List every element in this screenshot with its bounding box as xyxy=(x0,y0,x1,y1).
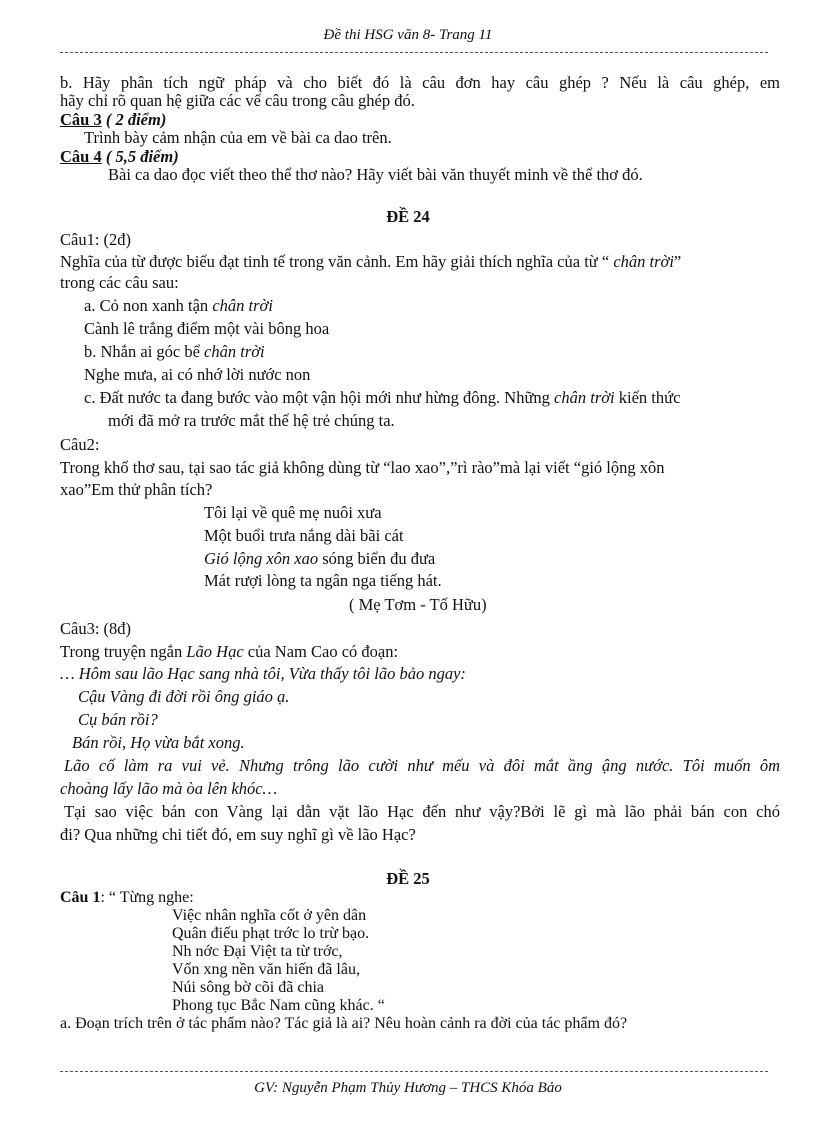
question-4-text: Bài ca dao đọc viết theo thể thơ nào? Hãy viết bài văn thuyết minh về thể thơ đó. xyxy=(108,165,643,184)
q3-story-title: Lão Hạc xyxy=(186,642,244,661)
quote-line-6: choàng lấy lão mà òa lên khóc… xyxy=(60,779,278,798)
question-3-label: Câu 3 xyxy=(60,110,102,129)
item-c-line2: mới đã mở ra trước mắt thế hệ trẻ chúng ta. xyxy=(108,411,395,430)
question-2b-cont: hãy chỉ rõ quan hệ giữa các vế câu trong câu ghép đó. xyxy=(60,91,415,110)
exam-24-q3-intro xyxy=(60,640,398,663)
footer-divider xyxy=(60,1071,768,1072)
question-4-label: Câu 4 xyxy=(60,147,102,166)
exam-25-q1-open: : “ Từng nghe: xyxy=(100,889,194,906)
verse-line-1: Việc nhân nghĩa cốt ở yên dân xyxy=(172,907,367,924)
quote-line-2: Cậu Vàng đi đời rồi ông giáo ạ. xyxy=(78,687,290,706)
verse-line-3: Nh nớc Đại Việt ta từ trớc, xyxy=(172,943,343,960)
item-a-line2: Cành lê trắng điểm một vài bông hoa xyxy=(84,319,330,338)
poem-line-1: Tôi lại về quê mẹ nuôi xưa xyxy=(204,503,382,522)
q3-intro-b: của Nam Cao có đoạn: xyxy=(243,642,399,661)
item-a xyxy=(84,294,273,317)
exam-24-q2-line2: xao”Em thử phân tích? xyxy=(60,480,213,499)
exam-24-q1-label: Câu1: (2đ) xyxy=(60,230,132,249)
question-4-points: ( 5,5 điểm) xyxy=(101,147,179,166)
exam-25-q1-label: Câu 1 xyxy=(60,889,101,906)
q1-text-a: Nghĩa của từ được biểu đạt tinh tế trong văn cảnh. Em hãy giải thích nghĩa của từ “ xyxy=(60,252,614,271)
quote-line-3: Cụ bán rồi? xyxy=(78,710,158,729)
page-header: Đề thi HSG văn 8- Trang 11 xyxy=(323,27,493,43)
poem-line-3-rest: sóng biển đu đưa xyxy=(318,549,436,568)
item-c-keyword: chân trời xyxy=(554,388,615,407)
exam-25-question-a: a. Đoạn trích trên ở tác phẩm nào? Tác giả là ai? Nêu hoàn cảnh ra đời của tác phẩm đó? xyxy=(60,1015,628,1032)
question-3-text: Trình bày cảm nhận của em về bài ca dao trên. xyxy=(84,128,392,147)
item-c-text: c. Đất nước ta đang bước vào một vận hội mới như hừng đông. Những xyxy=(84,388,555,407)
q1-text-b: ” xyxy=(673,252,682,271)
item-b-line2: Nghe mưa, ai có nhớ lời nước non xyxy=(84,365,311,384)
item-b-text: b. Nhắn ai góc bể xyxy=(84,342,205,361)
item-c-suffix: kiến thức xyxy=(614,388,681,407)
item-a-text: a. Cỏ non xanh tận xyxy=(84,296,213,315)
exam-24-q3-question-2: đi? Qua những chi tiết đó, em suy nghĩ gì về lão Hạc? xyxy=(60,825,416,844)
item-a-keyword: chân trời xyxy=(212,296,273,315)
exam-24-title: ĐỀ 24 xyxy=(386,207,430,226)
verse-line-5: Núi sông bờ cõi đã chia xyxy=(172,979,324,996)
poem-line-3 xyxy=(204,547,435,570)
item-b xyxy=(84,340,265,363)
quote-line-1: … Hôm sau lão Hạc sang nhà tôi, Vừa thấy tôi lão bảo ngay: xyxy=(60,664,466,683)
exam-25-q1-heading xyxy=(60,889,194,907)
poem-line-3-italic: Gió lộng xôn xao xyxy=(204,549,319,568)
question-2b: b. Hãy phân tích ngữ pháp và cho biết đó là câu đơn hay câu ghép ? Nếu là câu ghép, em xyxy=(60,73,780,92)
item-c xyxy=(84,386,680,409)
q1-keyword: chân trời xyxy=(613,252,674,271)
q3-intro-a: Trong truyện ngắn xyxy=(60,642,187,661)
poem-line-4: Mát rượi lòng ta ngân nga tiếng hát. xyxy=(204,571,442,590)
exam-24-q3-question-1: Tại sao việc bán con Vàng lại dằn vặt lão Hạc đến như vậy?Bởi lẽ gì mà lão phải bán con chó xyxy=(64,802,780,821)
exam-24-q3-label: Câu3: (8đ) xyxy=(60,619,132,638)
item-b-keyword: chân trời xyxy=(204,342,265,361)
exam-24-q1-line2: trong các câu sau: xyxy=(60,273,179,292)
poem-source: ( Mẹ Tơm - Tố Hữu) xyxy=(349,595,487,614)
verse-line-2: Quân điếu phạt trớc lo trừ bạo. xyxy=(172,925,370,942)
exam-24-q1-line1 xyxy=(60,250,681,273)
exam-25-title: ĐỀ 25 xyxy=(386,869,430,888)
exam-24-q2-label: Câu2: xyxy=(60,435,100,454)
poem-line-2: Một buổi trưa nắng dài bãi cát xyxy=(204,526,404,545)
quote-line-5: Lão cố làm ra vui vẻ. Nhưng trông lão cười như mếu và đôi mắt ầng ậng nước. Tôi muốn ôm xyxy=(64,756,780,775)
exam-24-q2-line1: Trong khổ thơ sau, tại sao tác giả không dùng từ “lao xao”,”rì rào”mà lại viết “gió lộng xôn xyxy=(60,458,665,477)
quote-line-4: Bán rồi, Họ vừa bắt xong. xyxy=(72,733,245,752)
question-3-points: ( 2 điểm) xyxy=(101,110,167,129)
verse-line-4: Vốn xng nền văn hiến đã lâu, xyxy=(172,961,360,978)
header-divider xyxy=(60,52,768,53)
page-footer: GV: Nguyễn Phạm Thủy Hương – THCS Khóa Bảo xyxy=(254,1080,562,1096)
verse-line-6: Phong tục Bắc Nam cũng khác. “ xyxy=(172,997,385,1014)
